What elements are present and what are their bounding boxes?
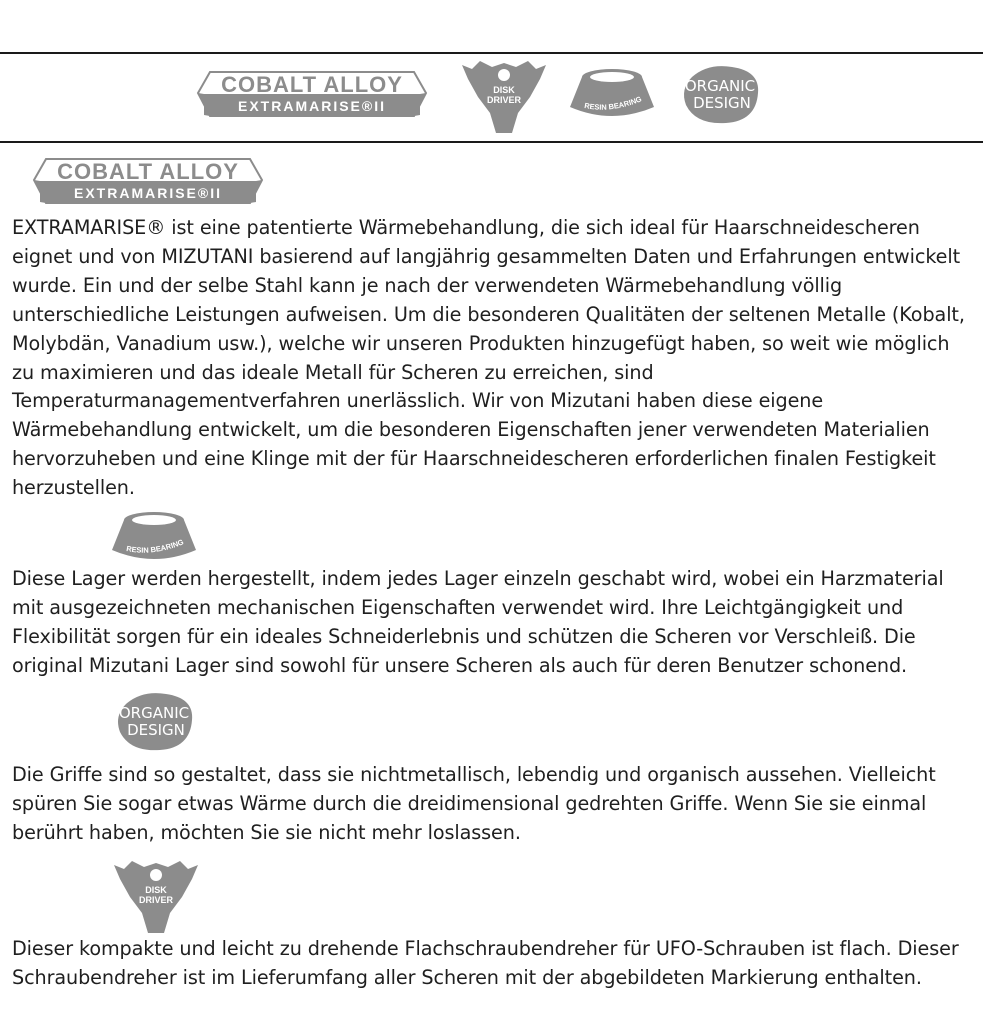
organic-design-line1: ORGANIC — [684, 77, 756, 95]
section-organic-text: Die Griffe sind so gestaltet, dass sie nichtmetallisch, lebendig und organisch aussehen. Vielleicht spüren Sie sogar etwas Wärme durch die dreidimensional gedrehten Griffe. Wenn Sie sie einmal berührt haben, möchten Sie sie nicht mehr loslassen. — [12, 763, 936, 844]
disk-driver-badge — [458, 55, 550, 135]
section-cobalt-line2: EXTRAMARISE®II — [74, 185, 222, 201]
section-disk-text: Dieser kompakte und leicht zu drehende Flachschraubendreher für UFO-Schrauben ist flach. Dieser Schraubendreher ist im Lieferumfang aller Scheren mit der abgebildeten Markierung enthalten. — [12, 937, 959, 989]
organic-design-badge — [678, 63, 764, 127]
section-organic-design-badge — [112, 690, 198, 754]
resin-bearing-label: RESIN BEARING — [583, 94, 643, 112]
section-resin-bearing-badge — [110, 510, 198, 562]
section-organic-line1: ORGANIC — [118, 704, 190, 722]
disk-driver-line1: DISK — [493, 85, 515, 95]
cobalt-alloy-line2: EXTRAMARISE®II — [238, 98, 386, 114]
section-cobalt-line1: COBALT ALLOY — [57, 159, 239, 184]
section-organic-line2: DESIGN — [127, 721, 185, 739]
resin-bearing-badge — [568, 67, 656, 119]
section-disk-line2: DRIVER — [138, 895, 174, 905]
disk-driver-line2: DRIVER — [486, 95, 522, 105]
organic-design-line2: DESIGN — [693, 94, 751, 112]
feature-badge-row — [0, 55, 983, 140]
cobalt-alloy-line1: COBALT ALLOY — [221, 72, 403, 97]
section-cobalt-text: EXTRAMARISE® ist eine patentierte Wärmebehandlung, die sich ideal für Haarschneidescheren eignet und von MIZUTANI basierend auf langjährig gesammelten Daten und Erfahrungen entwickelt wurde. Ein und der selbe Stahl kann je nach der verwendeten Wärmebehandlung völlig unterschiedliche Leistungen aufweisen. Um die besonderen Qualitäten der seltenen Metalle (Kobalt, Molybdän, Vanadium usw.), welche wir unseren Produkten hinzugefügt haben, so weit wie möglich zu maximieren und das ideale Metall für Scheren zu erreichen, sind Temperaturmanagementverfahren unerlässlich. Wir von Mizutani haben diese eigene Wärmebehandlung entwickelt, um die besonderen Eigenschaften jener verwendeten Materialien hervorzuheben und eine Klinge mit der für Haarschneidescheren erforderlichen finalen Festigkeit herzustellen. — [12, 216, 965, 500]
top-divider — [0, 52, 983, 54]
cobalt-alloy-badge — [196, 71, 428, 117]
section-disk-line1: DISK — [145, 885, 167, 895]
badge-row-divider — [0, 141, 983, 143]
section-resin-label: RESIN BEARING — [125, 537, 185, 555]
section-disk-driver-badge — [110, 855, 202, 935]
section-cobalt-alloy-badge — [32, 158, 264, 204]
section-resin-text: Diese Lager werden hergestellt, indem jedes Lager einzeln geschabt wird, wobei ein Harzmaterial mit ausgezeichneten mechanischen Eigenschaften verwendet wird. Ihre Leichtgängigkeit und Flexibilität sorgen für ein ideales Schneiderlebnis und schützen die Scheren vor Verschleiß. Die original Mizutani Lager sind sowohl für unsere Scheren als auch für deren Benutzer schonend. — [12, 567, 944, 677]
